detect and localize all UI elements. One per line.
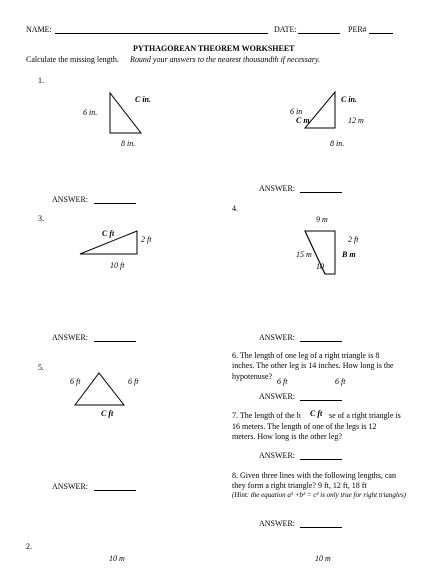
p7-text-1c: se of a right triangle is	[329, 411, 401, 420]
p7-text-2: 16 meters. The length of one of the legs is 12	[232, 422, 377, 431]
p5-right: 6 ft	[128, 377, 139, 386]
p5-left: 6 ft	[70, 377, 81, 386]
per-label: PER#	[348, 25, 367, 34]
p6-text-2: inches. The other leg is 14 inches. How long is the	[232, 361, 394, 370]
p2-bottom: 8 in.	[330, 139, 345, 148]
answer-1-field[interactable]	[94, 196, 136, 204]
p2-leg-b: 12 m	[348, 116, 364, 125]
answer-8-label: ANSWER:	[259, 519, 295, 528]
answer-6-label: ANSWER:	[259, 392, 295, 401]
p1-hyp: C in.	[135, 95, 152, 104]
p6-label-b: 6 ft	[335, 377, 346, 386]
p4-right: 2 ft	[348, 235, 359, 244]
answer-7-field[interactable]	[300, 452, 342, 460]
p6-text-1: 6. The length of one leg of a right triangle is 8	[232, 351, 380, 360]
p5-bottom: C ft	[101, 409, 114, 418]
answer-4-field[interactable]	[300, 334, 342, 342]
p7-text-1b: C ft	[310, 409, 323, 418]
p1-leg-a: 6 in.	[83, 108, 98, 117]
answer-6-field[interactable]	[300, 393, 342, 401]
answer-7-label: ANSWER:	[259, 451, 295, 460]
p4-bottom: 10	[316, 262, 324, 271]
date-label: DATE:	[274, 25, 297, 34]
name-label: NAME:	[26, 25, 52, 34]
problem-1-number: 1.	[38, 76, 44, 85]
p2-hyp: C in.	[341, 95, 358, 104]
instructions-note: Round your answers to the nearest thousandth if necessary.	[130, 55, 321, 64]
p8-hint: (Hint: the equation a² +b² = c² is only true for right triangles)	[232, 491, 407, 499]
answer-5-field[interactable]	[94, 483, 136, 491]
p4-b: B m	[342, 250, 356, 259]
p3-leg-b: 10 ft	[110, 261, 125, 270]
p2-leg-a: 6 in	[290, 107, 303, 116]
problem-4-number: 4.	[232, 204, 238, 213]
p7-text-1a: 7. The length of the h	[232, 411, 301, 420]
problem-3-number: 3.	[38, 214, 44, 223]
answer-2-field[interactable]	[300, 185, 342, 193]
p3-hyp: C ft	[102, 229, 115, 238]
problem-5-number: 5.	[38, 363, 44, 372]
answer-4-label: ANSWER:	[259, 333, 295, 342]
p3-leg-a: 2 ft	[141, 235, 152, 244]
bottom-right-value: 10 m	[315, 554, 331, 563]
answer-1-label: ANSWER:	[52, 195, 88, 204]
p1-leg-b: 8 in.	[121, 139, 136, 148]
p8-text-1: 8. Given three lines with the following lengths, can	[232, 471, 396, 480]
instructions: Calculate the missing length.	[26, 55, 119, 64]
answer-5-label: ANSWER:	[52, 482, 88, 491]
p2-leg-c: C m	[296, 116, 310, 125]
p7-text-3: meters. How long is the other leg?	[232, 432, 342, 441]
bottom-number: 2.	[26, 542, 32, 551]
p8-text-2: they form a right triangle? 9 ft, 12 ft, 18 ft	[232, 481, 367, 490]
answer-3-field[interactable]	[94, 334, 136, 342]
answer-8-field[interactable]	[300, 520, 342, 528]
p4-top: 9 m	[316, 215, 328, 224]
page-title: PYTHAGOREAN THEOREM WORKSHEET	[133, 44, 295, 53]
triangle-5	[75, 373, 124, 405]
answer-2-label: ANSWER:	[259, 184, 295, 193]
answer-3-label: ANSWER:	[52, 333, 88, 342]
bottom-left-value: 10 m	[109, 554, 125, 563]
p6-label-a: 6 ft	[277, 377, 288, 386]
p6-text-3: hypotenuse?	[232, 372, 272, 381]
p4-left: 15 m	[296, 250, 312, 259]
